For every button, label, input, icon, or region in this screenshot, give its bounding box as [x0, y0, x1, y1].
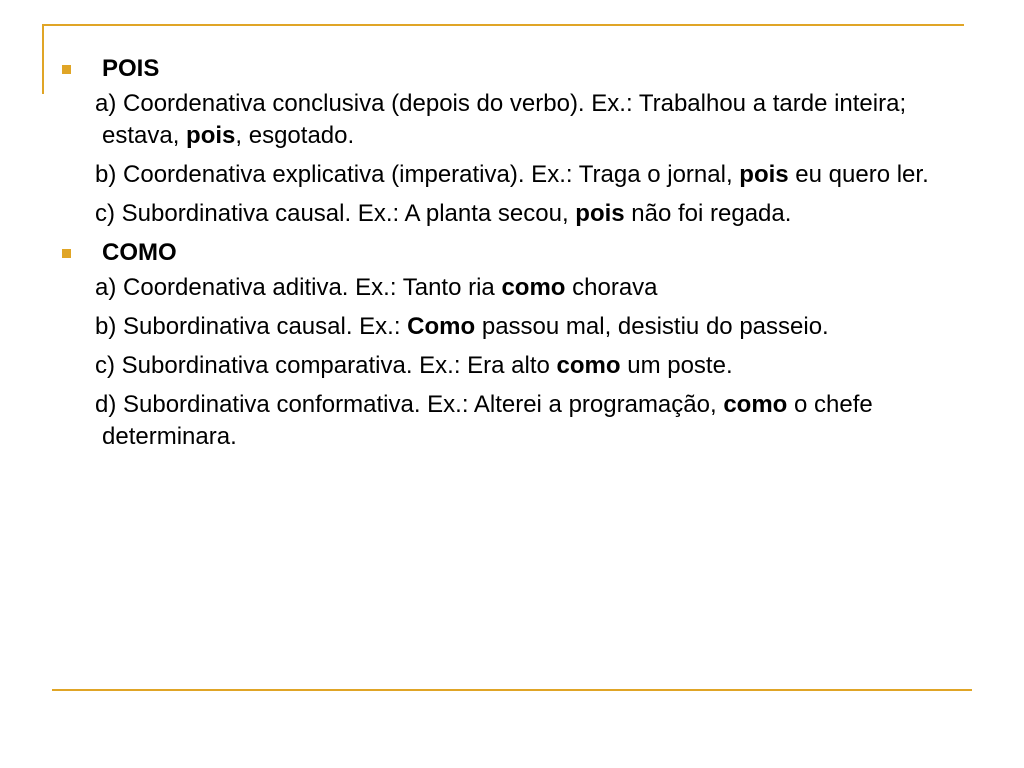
section-como-bullet — [60, 237, 970, 269]
left-border-line — [42, 24, 44, 94]
keyword: como — [723, 391, 788, 418]
square-bullet-icon — [62, 249, 71, 258]
section-pois-bullet — [60, 53, 970, 85]
pois-item-b: b) Coordenativa explicativa (imperativa). Ex.: Traga o jornal, pois eu quero ler. — [95, 161, 929, 188]
keyword: pois — [186, 122, 236, 149]
keyword: Como — [407, 313, 476, 340]
bottom-border-line — [52, 689, 972, 691]
top-border-line — [42, 24, 964, 26]
pois-item-a: a) Coordenativa conclusiva (depois do verbo). Ex.: Trabalhou a tarde inteira; estava, pois, esgotado. — [95, 90, 907, 149]
keyword: como — [556, 352, 621, 379]
keyword: pois — [739, 161, 789, 188]
square-bullet-icon — [62, 65, 71, 74]
como-item-a: a) Coordenativa aditiva. Ex.: Tanto ria como chorava — [95, 274, 658, 301]
como-item-b: b) Subordinativa causal. Ex.: Como passou mal, desistiu do passeio. — [95, 313, 829, 340]
como-item-d: d) Subordinativa conformativa. Ex.: Alterei a programação, como o chefe determinara. — [95, 391, 873, 450]
section-heading-pois: POIS — [102, 55, 160, 82]
keyword: como — [501, 274, 566, 301]
section-heading-como: COMO — [102, 239, 177, 266]
como-item-c: c) Subordinativa comparativa. Ex.: Era alto como um poste. — [95, 352, 733, 379]
pois-item-c: c) Subordinativa causal. Ex.: A planta secou, pois não foi regada. — [95, 200, 792, 227]
keyword: pois — [575, 200, 625, 227]
slide-content — [60, 50, 970, 460]
